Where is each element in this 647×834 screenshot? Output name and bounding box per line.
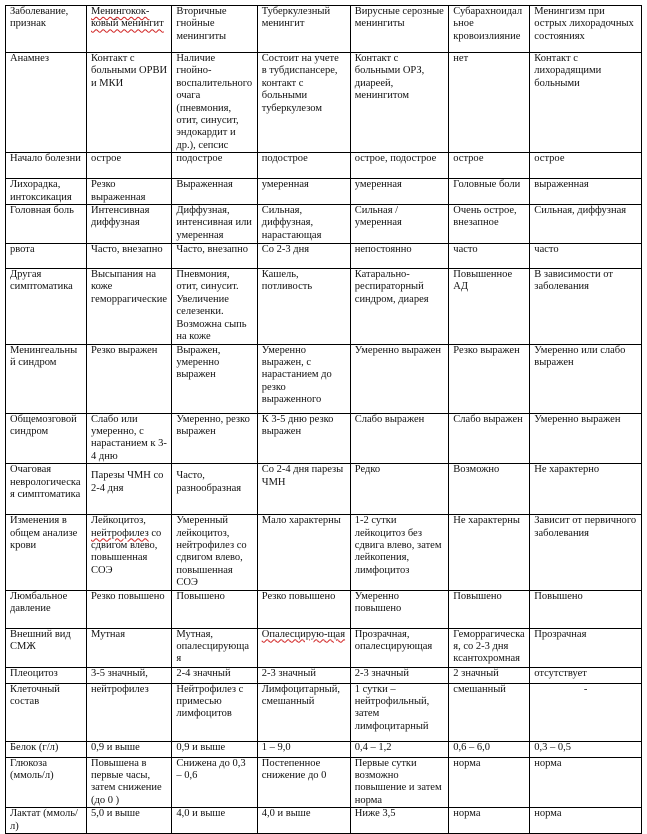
table-cell: часто [530,244,642,269]
table-cell: Лимфоцитарный, смешанный [257,683,350,741]
table-cell: 0,9 и выше [87,741,172,757]
table-cell: выраженная [530,179,642,205]
row-label: Анамнез [6,53,87,153]
table-row [6,667,642,683]
header-subarachnoid-hemorrhage: Субарахноидальное кровоизлияние [449,6,530,53]
table-cell: 3-5 значный, [87,667,172,683]
table-cell: Мутная, опалесцирующая [172,628,257,667]
row-label: Лактат (ммоль/л) [6,808,87,834]
table-row [6,741,642,757]
table-cell: Снижена до 0,3 – 0,6 [172,757,257,808]
table-cell: Резко выраженная [87,179,172,205]
table-cell: Редко [350,464,449,515]
row-label: Другая симптоматика [6,269,87,344]
table-cell: нет [449,53,530,153]
row-label: Глюкоза (ммоль/л) [6,757,87,808]
table-cell: Резко повышено [257,590,350,628]
table-cell: 0,3 – 0,5 [530,741,642,757]
table-cell: Со 2-4 дня парезы ЧМН [257,464,350,515]
header-viral-serous: Вирусные серозные менингиты [350,6,449,53]
table-cell: подострое [172,153,257,179]
table-row [6,808,642,834]
table-cell: подострое [257,153,350,179]
header-row [6,6,642,53]
table-cell: Часто, внезапно [87,244,172,269]
table-cell: Катарально-респираторный синдром, диарея [350,269,449,344]
row-label: Изменения в общем анализе крови [6,515,87,590]
table-cell: Выраженная [172,179,257,205]
table-cell: непостоянно [350,244,449,269]
table-cell: Резко выражен [449,344,530,413]
header-meningism: Менингизм при острых лихорадочных состояниях [530,6,642,53]
table-cell: острое [449,153,530,179]
table-cell: Опалесцирую-щая [257,628,350,667]
table-cell: норма [449,808,530,834]
table-cell: Повышено [530,590,642,628]
table-cell: Не характерны [449,515,530,590]
table-row [6,244,642,269]
table-cell: Состоит на учете в тубдиспансере, контакт с больными туберкулезом [257,53,350,153]
table-cell: Ниже 3,5 [350,808,449,834]
table-cell: 1 – 9,0 [257,741,350,757]
table-cell: острое [530,153,642,179]
table-row [6,269,642,344]
table-cell: Мутная [87,628,172,667]
table-cell: Умеренно выражен [350,344,449,413]
table-cell: Умеренно, резко выражен [172,413,257,464]
row-label: Общемозговой синдром [6,413,87,464]
table-cell: 4,0 и выше [257,808,350,834]
table-cell: смешанный [449,683,530,741]
row-label: Плеоцитоз [6,667,87,683]
row-label: Начало болезни [6,153,87,179]
table-cell: Зависит от первичного заболевания [530,515,642,590]
table-row [6,757,642,808]
header-secondary-purulent: Вторичные гнойные менингиты [172,6,257,53]
table-cell: К 3-5 дню резко выражен [257,413,350,464]
table-row [6,683,642,741]
row-label: Очаговая неврологическая симптоматика [6,464,87,515]
table-row [6,628,642,667]
table-cell: нейтрофилез [87,683,172,741]
row-label: рвота [6,244,87,269]
table-cell: Умеренный лейкоцитоз, нейтрофилез со сдвигом влево, повышенная СОЭ [172,515,257,590]
table-cell: 4,0 и выше [172,808,257,834]
table-row [6,179,642,205]
table-cell: Геморрагическая, со 2-3 дня ксантохромная [449,628,530,667]
table-cell: Диффузная, интенсивная или умеренная [172,205,257,244]
table-cell: Выражен, умеренно выражен [172,344,257,413]
table-cell: 5,0 и выше [87,808,172,834]
table-cell: Часто, внезапно [172,244,257,269]
table-cell: Мало характерны [257,515,350,590]
table-cell: Высыпания на коже геморрагические [87,269,172,344]
header-disease-feature: Заболевание, признак [6,6,87,53]
table-cell: Умеренно повышено [350,590,449,628]
table-cell: Повышено [172,590,257,628]
table-cell: норма [449,757,530,808]
table-cell: Наличие гнойно-воспалительного очага (пневмония, отит, синусит, эндокардит и др.), сепсис [172,53,257,153]
table-row [6,53,642,153]
table-row [6,205,642,244]
row-label: Люмбальное давление [6,590,87,628]
header-meningococcal: Менингокок-ковый менингит [87,6,172,53]
table-cell: умеренная [257,179,350,205]
cell-line: Лейкоцитоз, [91,515,146,527]
table-cell: 1-2 сутки лейкоцитоз без сдвига влево, затем лейкопения, лимфоцитоз [350,515,449,590]
cell-line: со сдвигом влево, повышенная СОЭ [91,527,162,576]
table-cell: Умеренно или слабо выражен [530,344,642,413]
table-cell: Повышенное АД [449,269,530,344]
table-cell: Сильная / умеренная [350,205,449,244]
table-row [6,515,642,590]
table-cell: отсутствует [530,667,642,683]
row-label: Белок (г/л) [6,741,87,757]
table-cell: Возможно [449,464,530,515]
row-label: Лихорадка, интоксикация [6,179,87,205]
table-cell: Слабо выражен [449,413,530,464]
table-cell: - [530,683,642,741]
table-row [6,344,642,413]
table-cell: Контакт с больными ОРЗ, диареей, менингитом [350,53,449,153]
meningitis-differential-table [5,5,642,834]
row-label: Клеточный состав [6,683,87,741]
table-cell: часто [449,244,530,269]
table-cell: Головные боли [449,179,530,205]
table-cell: Кашель, потливость [257,269,350,344]
table-cell: Прозрачная [530,628,642,667]
table-cell: 2-4 значный [172,667,257,683]
row-label: Головная боль [6,205,87,244]
table-row [6,153,642,179]
table-cell: 2 значный [449,667,530,683]
table-cell: умеренная [350,179,449,205]
table-cell: Первые сутки возможно повышение и затем норма [350,757,449,808]
table-cell: Часто, разнообразная [172,464,257,515]
table-cell: Повышена в первые часы, затем снижение (до 0 ) [87,757,172,808]
table-cell: 2-3 значный [350,667,449,683]
table-cell: 2-3 значный [257,667,350,683]
header-tuberculous: Туберкулезный менингит [257,6,350,53]
table-cell: Пневмония, отит, синусит. Увеличение селезенки. Возможна сыпь на коже [172,269,257,344]
table-cell: острое, подострое [350,153,449,179]
table-cell: норма [530,757,642,808]
table-cell: Интенсивная диффузная [87,205,172,244]
table-cell: Парезы ЧМН со 2-4 дня [87,464,172,515]
table-cell: Очень острое, внезапное [449,205,530,244]
table-cell [87,515,172,590]
table-cell: Умеренно выражен [530,413,642,464]
table-cell: Повышено [449,590,530,628]
row-label: Менингеальный синдром [6,344,87,413]
table-cell: Сильная, диффузная [530,205,642,244]
table-cell: Слабо выражен [350,413,449,464]
table-cell: 1 сутки – нейтрофильный, затем лимфоцитарный [350,683,449,741]
table-cell: Контакт с больными ОРВИ и МКИ [87,53,172,153]
table-cell: Слабо или умеренно, с нарастанием к 3-4 дню [87,413,172,464]
table-cell: 0,4 – 1,2 [350,741,449,757]
table-cell: 0,9 и выше [172,741,257,757]
misspelled-word: нейтрофилез [91,527,149,539]
table-cell: 0,6 – 6,0 [449,741,530,757]
table-row [6,590,642,628]
table-row [6,464,642,515]
table-cell: Умеренно выражен, с нарастанием до резко выраженного [257,344,350,413]
table-cell: Контакт с лихорадящими больными [530,53,642,153]
table-cell: Прозрачная, опалесцирующая [350,628,449,667]
table-cell: Постепенное снижение до 0 [257,757,350,808]
table-cell: Не характерно [530,464,642,515]
row-label: Внешний вид СМЖ [6,628,87,667]
table-row [6,413,642,464]
table-cell: Резко повышено [87,590,172,628]
table-cell: Со 2-3 дня [257,244,350,269]
table-cell: В зависимости от заболевания [530,269,642,344]
table-cell: Нейтрофилез с примесью лимфоцитов [172,683,257,741]
table-cell: Сильная, диффузная, нарастающая [257,205,350,244]
table-cell: острое [87,153,172,179]
table-cell: Резко выражен [87,344,172,413]
table-cell: норма [530,808,642,834]
